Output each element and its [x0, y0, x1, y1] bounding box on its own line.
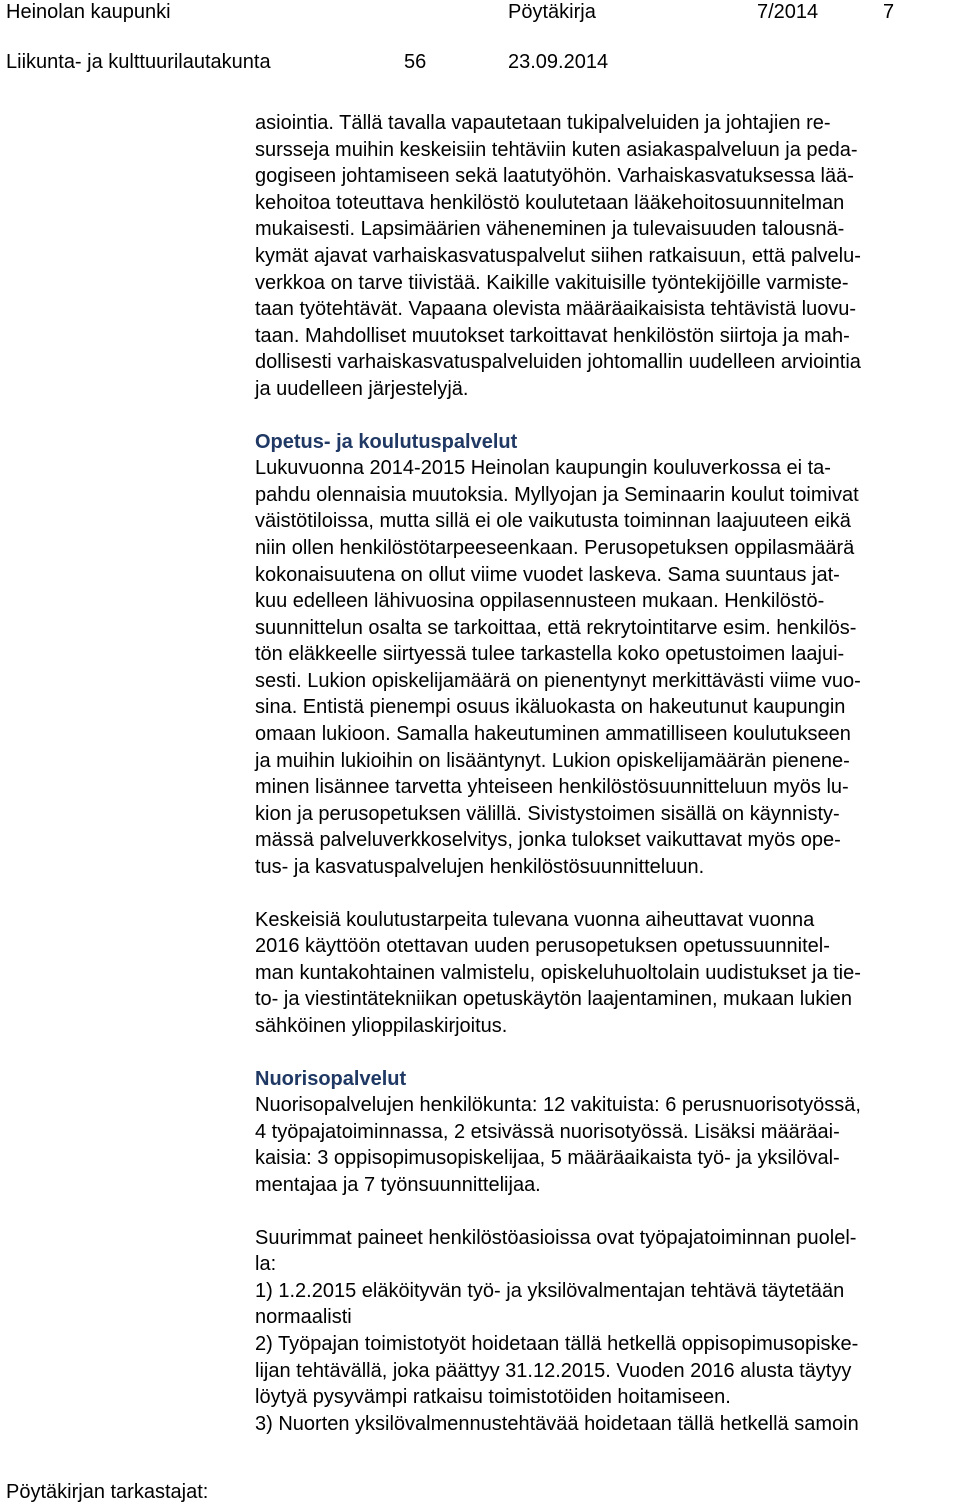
footer-reviewers-label: Pöytäkirjan tarkastajat:	[6, 1481, 209, 1503]
header-date: 23.09.2014	[508, 51, 609, 73]
text-line: ja muihin lukioihin on lisääntynyt. Lukion opiskelijamäärän pienene-	[255, 749, 850, 772]
text-line: mässä palveluverkkoselvitys, jonka tulokset vaikuttavat myös ope-	[255, 829, 841, 852]
paragraph-nuoriso	[255, 1092, 955, 1198]
text-line: väistötiloissa, mutta sillä ei ole vaikutusta toiminnan laajuuteen eikä	[255, 510, 851, 533]
text-line: mukaisesti. Lapsimäärien väheneminen ja tulevaisuuden talousnä-	[255, 218, 845, 241]
text-line: taan työtehtävät. Vapaana olevista määräaikaisista tehtävistä luovu-	[255, 298, 857, 321]
text-line: tön eläkkeelle siirtyessä tulee tarkastella koko opetustoimen laajui-	[255, 643, 845, 666]
text-line: Lukuvuonna 2014-2015 Heinolan kaupungin kouluverkossa ei ta-	[255, 457, 831, 480]
text-line: niin ollen henkilöstötarpeeseenkaan. Perusopetuksen oppilasmäärä	[255, 536, 855, 559]
heading-nuoriso: Nuorisopalvelut	[255, 1067, 407, 1090]
text-line: Nuorisopalvelujen henkilökunta: 12 vakituista: 6 perusnuorisotyössä,	[255, 1094, 861, 1117]
paragraph-paineet	[255, 1225, 955, 1438]
text-line: kokonaisuutena on ollut viime vuodet laskeva. Sama suuntaus jat-	[255, 563, 840, 586]
header-committee: Liikunta- ja kulttuurilautakunta	[6, 51, 271, 73]
text-line: kehoitoa toteuttava henkilöstö koulutetaan lääkehoitosuunnitelman	[255, 191, 845, 214]
text-line: to- ja viestintätekniikan opetuskäytön laajentaminen, mukaan lukien	[255, 988, 853, 1011]
paragraph-varhaiskasvatus	[255, 110, 955, 403]
text-line: 1) 1.2.2015 eläköityvän työ- ja yksilövalmentajan tehtävä täytetään	[255, 1279, 845, 1302]
text-line: sina. Entistä pienempi osuus ikäluokasta on hakeutunut kaupungin	[255, 696, 846, 719]
heading-opetus: Opetus- ja koulutuspalvelut	[255, 430, 518, 453]
text-line: minen lisännee tarvetta yhteiseen henkilöstösuunnitteluun myös lu-	[255, 776, 849, 799]
text-line: mentajaa ja 7 työnsuunnittelijaa.	[255, 1173, 541, 1196]
body-text	[255, 110, 955, 1437]
text-line: Keskeisiä koulutustarpeita tulevana vuonna aiheuttavat vuonna	[255, 908, 815, 931]
section-nuoriso	[255, 1066, 955, 1199]
text-line: dollisesti varhaiskasvatuspalveluiden johtomallin uudelleen arviointia	[255, 351, 861, 374]
text-line: 2) Työpajan toimistotyöt hoidetaan tällä hetkellä oppisopimusopiske-	[255, 1332, 859, 1355]
text-line: löytyä pysyvämpi ratkaisu toimistotöiden hoitamiseen.	[255, 1386, 731, 1409]
text-line: suunnittelun osalta se tarkoittaa, että rekrytointitarve esim. henkilös-	[255, 616, 857, 639]
text-line: 4 työpajatoiminnassa, 2 etsivässä nuorisotyössä. Lisäksi määräai-	[255, 1120, 840, 1143]
text-line: kion ja perusopetuksen välillä. Sivistystoimen sisällä on käynnisty-	[255, 802, 840, 825]
section-opetus	[255, 429, 955, 881]
text-line: ja uudelleen järjestelyjä.	[255, 377, 469, 400]
text-line: Suurimmat paineet henkilöstöasioissa ovat työpajatoiminnan puolel-	[255, 1226, 857, 1249]
text-line: pahdu olennaisia muutoksia. Myllyojan ja Seminaarin koulut toimivat	[255, 483, 859, 506]
text-line: kaisia: 3 oppisopimusopiskelijaa, 5 määräaikaista työ- ja yksilöval-	[255, 1147, 840, 1170]
text-line: kymät ajavat varhaiskasvatuspalvelut siihen ratkaisuun, että palvelu-	[255, 244, 861, 267]
text-line: man kuntakohtainen valmistelu, opiskeluhuoltolain uudistukset ja tie-	[255, 961, 861, 984]
text-line: 2016 käyttöön otettavan uuden perusopetuksen opetussuunnitel-	[255, 935, 830, 958]
text-line: gogiseen johtamiseen sekä laatutyöhön. Varhaiskasvatuksessa lää-	[255, 165, 854, 188]
text-line: sähköinen ylioppilaskirjoitus.	[255, 1015, 508, 1037]
text-line: la:	[255, 1253, 277, 1276]
text-line: tus- ja kasvatuspalvelujen henkilöstösuunnitteluun.	[255, 856, 705, 879]
text-line: lijan tehtävällä, joka päättyy 31.12.2015. Vuoden 2016 alusta täytyy	[255, 1359, 852, 1382]
text-line: 3) Nuorten yksilövalmennustehtävää hoidetaan tällä hetkellä samoin	[255, 1412, 859, 1435]
text-line: kuu edelleen lähivuosina oppilasennusteen mukaan. Henkilöstö-	[255, 590, 825, 613]
text-line: normaalisti	[255, 1306, 352, 1329]
header-doc-number: 7/2014	[757, 1, 819, 23]
header-page-number: 7	[883, 1, 895, 23]
paragraph-opetus	[255, 455, 955, 881]
paragraph-koulutustarpeet	[255, 907, 955, 1040]
header-municipality: Heinolan kaupunki	[6, 1, 171, 23]
header-section-number: 56	[404, 51, 427, 73]
text-line: taan. Mahdolliset muutokset tarkoittavat henkilöstön siirtoja ja mah-	[255, 324, 850, 347]
header-doc-type: Pöytäkirja	[508, 1, 596, 23]
text-line: omaan lukioon. Samalla hakeutuminen ammatilliseen koulutukseen	[255, 723, 851, 746]
text-line: asiointia. Tällä tavalla vapautetaan tukipalveluiden ja johtajien re-	[255, 112, 831, 134]
text-line: sesti. Lukion opiskelijamäärä on pienentynyt merkittävästi viime vuo-	[255, 669, 861, 692]
text-line: sursseja muihin keskeisiin tehtäviin kuten asiakaspalveluun ja peda-	[255, 138, 858, 161]
text-line: verkkoa on tarve tiivistää. Kaikille vakituisille työntekijöille varmiste-	[255, 271, 849, 294]
